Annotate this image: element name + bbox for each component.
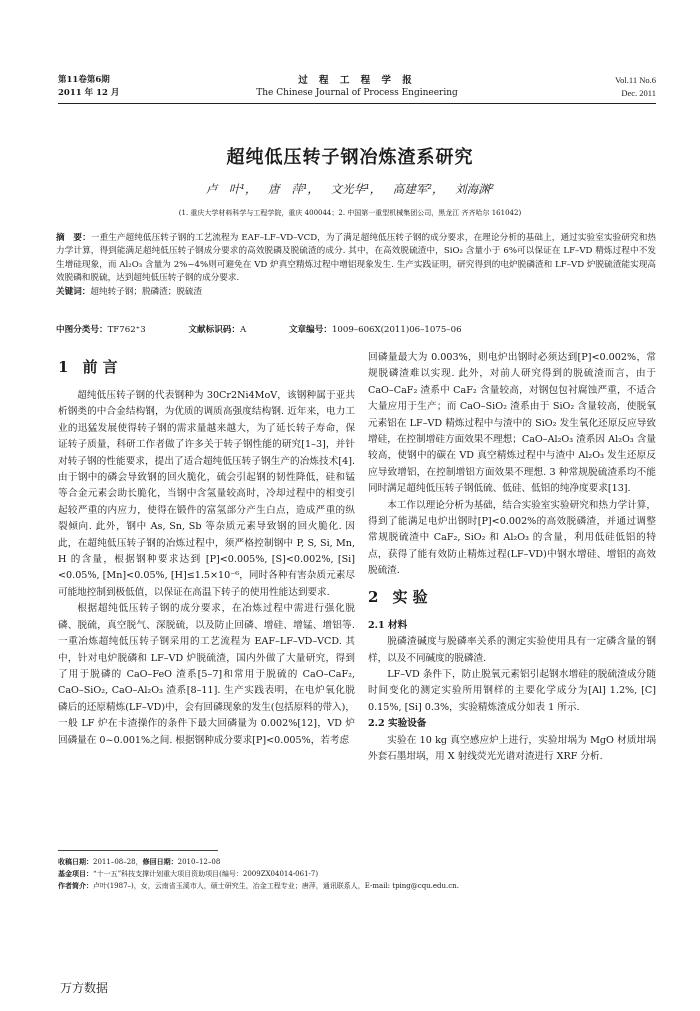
section-number: 2	[368, 587, 379, 606]
article-no-value: 1009–606X(2011)06–1075–06	[331, 325, 462, 335]
footnote-dates	[58, 856, 656, 868]
paragraph: 回磷量最大为 0.003%，则电炉出钢时必须达到[P]<0.002%，常规脱磷渣难以实现. 此外，对前人研究得到的脱硫渣而言，由于 CaO–CaF₂ 渣系中 CaF₂ 含量较高，对钢包包衬腐蚀严重，不适合大量应用于生产；而 CaO–SiO₂ 渣系由于 SiO₂ 含量较高，使脱氧元素铝在 LF–VD 精炼过程中与渣中的 SiO₂ 发生氧化还原反应导致增硅，在控制增硅方面效果不理想；CaO–Al₂O₃ 渣系因 Al₂O₃ 含量较高，使钢中的碳在 VD 真空精炼过程中与渣中 Al₂O₃ 发生还原反应导致增铝，在控制增铝方面效果不理想. 3 种常规脱硫渣系均不能同时满足超纯低压转子钢低硫、低硅、低铝的纯净度要求[13].	[368, 352, 656, 495]
section-heading-intro	[58, 356, 355, 378]
paragraph: 脱磷渣碱度与脱磷率关系的测定实验使用具有一定磷含量的钢样，以及不同碱度的脱磷渣.	[368, 636, 656, 664]
footnote-author	[58, 880, 656, 892]
abstract-text: 一重生产超纯低压转子钢的工艺流程为 EAF–LF–VD–VCD，为了满足超纯低压转子钢的成分要求，在理论分析的基础上，通过实验室实验研究和热力学计算，得到能满足超纯低压转子钢成分要求的高效脱磷及脱硫渣的成分. 其中，在高效脱硫渣中，SiO₂ 含量小于 6%可以保证在 LF–VD 精炼过程中不发生增硅现象，而 Al₂O₃ 含量为 2%~4%则可避免在 VD 炉真空精炼过程中增铝现象发生. 生产实践证明，研究得到的电炉脱磷渣和 LF–VD 炉脱硫渣能实现高效脱磷和脱硫，达到超纯低压转子钢的成分要求.	[56, 233, 656, 284]
date-en: Dec. 2011	[621, 88, 656, 98]
section-title: 实 验	[392, 587, 428, 606]
volume-issue-cn: 第11卷第6期	[58, 75, 110, 85]
abstract	[56, 232, 656, 299]
received-label: 收稿日期：	[58, 857, 93, 866]
fund-label: 基金项目：	[58, 869, 93, 878]
clc-value: TF762⁺3	[107, 325, 146, 335]
paragraph: 本工作以理论分析为基础，结合实验室实验研究和热力学计算，得到了能满足电炉出钢时[P]<0.002%的高效脱磷渣，并通过调整常规脱硫渣中 CaF₂, SiO₂ 和 Al₂O₃ 的含量，利用低硅低铝的特点，获得了能有效防止精炼过程(LF–VD)中钢水增硅、增铝的高效脱硫渣.	[368, 499, 656, 577]
date-cn: 2011 年 12 月	[58, 88, 120, 98]
doc-code-label: 文献标识码：	[188, 325, 240, 335]
received-date: 2011–08–28，	[93, 858, 143, 866]
paragraph: LF–VD 条件下，防止脱氧元素铝引起钢水增硅的脱硫渣成分随时间变化的测定实验所用钢样的主要化学成分为[Al] 1.2%, [C] 0.15%, [Si] 0.3%，实验精炼渣成分如表 1 所示.	[368, 668, 656, 713]
right-column	[368, 350, 656, 765]
volume-issue-en: Vol.11 No.6	[615, 75, 656, 85]
footnote-rule	[58, 850, 218, 851]
paragraph: 实验在 10 kg 真空感应炉上进行，实验坩埚为 MgO 材质坩埚外套石墨坩埚，用 X 射线荧光光谱对渣进行 XRF 分析.	[368, 734, 656, 762]
fund-text: “十一五”科技支撑计划重大项目资助项目(编号：2009ZX04014-061-7)	[93, 870, 319, 878]
footnote-fund	[58, 868, 656, 880]
clc-label: 中图分类号：	[56, 325, 108, 335]
revised-label: 修回日期：	[142, 857, 178, 866]
section-title: 前 言	[82, 358, 118, 376]
author-bio-label: 作者简介：	[58, 881, 93, 890]
keywords-label: 关键词：	[56, 286, 91, 297]
revised-date: 2010–12–08	[177, 858, 221, 866]
classification-line	[56, 324, 502, 337]
abstract-label: 摘 要：	[56, 233, 91, 243]
author-bio-text: 卢叶(1987–)，女，云南省玉溪市人，硕士研究生，冶金工程专业；唐萍，通讯联系人，E-mail: tping@cqu.edu.cn.	[93, 882, 459, 890]
footnotes	[58, 856, 656, 892]
header-right	[615, 74, 656, 100]
keywords: 超纯转子钢；脱磷渣；脱硫渣	[90, 286, 203, 297]
section-number: 1	[58, 358, 69, 376]
journal-name-en: The Chinese Journal of Process Engineering	[256, 88, 458, 98]
journal-header	[58, 72, 656, 106]
watermark: 万方数据	[60, 981, 109, 995]
subsection-heading: 2.1 材料	[368, 619, 408, 631]
article-no-label: 文章编号：	[288, 325, 332, 335]
left-column	[58, 350, 355, 749]
journal-name-cn: 过 程 工 程 学 报	[298, 75, 416, 86]
affiliation: (1. 重庆大学材料科学与工程学院，重庆 400044；2. 中国第一重型机械集团公司，黑龙江 齐齐哈尔 161042)	[178, 209, 522, 217]
doc-code-value: A	[240, 325, 247, 335]
subsection-heading: 2.2 实验设备	[368, 718, 427, 730]
header-rule	[58, 103, 656, 104]
paper-title: 超纯低压转子钢冶炼渣系研究	[226, 147, 474, 168]
section-heading-experiment	[368, 586, 656, 608]
paragraph: 超纯低压转子钢的代表钢种为 30Cr2Ni4MoV，该钢种属于亚共析钢类的中合金结构钢，为优质的调质高强度结构钢. 近年来，电力工业的迅猛发展使得转子钢的需求量越来越大，为了延长转子寿命，保证转子质量，科研工作者做了许多关于转子钢性能的研究[1–3]，并针对转子钢的性能要求，提出了适合超纯低压转子钢生产的冶炼技术[4]. 由于钢中的磷会导致钢的回火脆化，硫会引起钢的韧性降低，硅和锰等合金元素会助长脆化，当钢中含氢量较高时，冷却过程中的相变引起较严重的内应力，使得在锻件的富氢部分产生白点，造成严重的纵裂倾向. 此外，钢中 As, Sn, Sb 等杂质元素导致钢的回火脆化. 因此，在超纯低压转子钢的冶炼过程中，须严格控制钢中 P, S, Si, Mn, H 的含量，根据钢种要求达到 [P]<0.005%, [S]<0.002%, [Si]<0.05%, [Mn]<0.05%, [H]≤1.5×10⁻⁶，同时各种有害杂质元素尽可能地控制到极低值，以保证在高温下转子的使用性能达到要求.	[58, 390, 355, 598]
authors: 卢 叶¹， 唐 萍¹， 文光华¹， 高建军²， 刘海渊²	[205, 182, 495, 196]
paragraph: 根据超纯低压转子钢的成分要求，在冶炼过程中需进行强化脱磷、脱硫，真空脱气、深脱硫，以及防止回磷、增硅、增锰、增铝等. 一重冶炼超纯低压转子钢采用的工艺流程为 EAF–LF–VD–VCD. 其中，针对电炉脱磷和 LF–VD 炉脱硫渣，国内外做了大量研究，得到了用于脱磷的 CaO–FeO 渣系[5–7]和常用于脱硫的 CaO–CaF₂, CaO–SiO₂, CaO–Al₂O₃ 渣系[8–11]. 生产实践表明，在电炉氧化脱磷后的还原精炼(LF–VD)中，会有回磷现象的发生(包括原料的带入)，一般 LF 炉在卡渣操作的条件下最大回磷量为 0.002%[12]，VD 炉回磷量在 0~0.001%之间. 根据钢种成分要求[P]<0.005%，若考虑	[58, 603, 355, 746]
header-center	[58, 74, 656, 100]
